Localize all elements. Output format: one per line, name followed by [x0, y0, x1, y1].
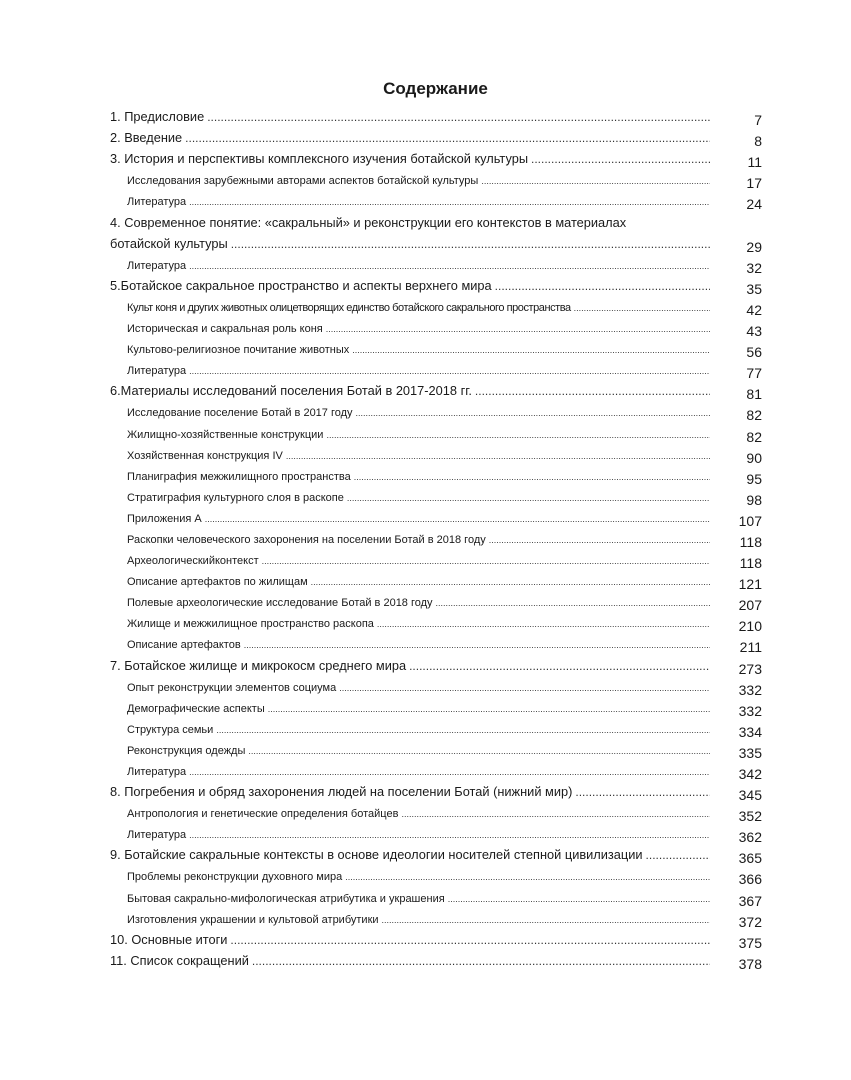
toc-entry-label: Изготовления украшении и культовой атрибутики: [127, 913, 379, 926]
toc-page-number: 81: [746, 386, 762, 403]
toc-entry-continuation[interactable]: [110, 233, 762, 254]
toc-entry-label: 10. Основные итоги: [110, 931, 228, 947]
toc-entry-text: [110, 151, 710, 166]
toc-page-number: 345: [738, 787, 762, 804]
dot-leader: [262, 556, 710, 566]
toc-page-number: 375: [738, 934, 762, 951]
toc-page-number: 98: [746, 491, 762, 508]
toc-entry-text: [110, 215, 710, 230]
dot-leader: [326, 430, 710, 440]
toc-entry-text: [110, 784, 710, 799]
toc-entry-text: [127, 365, 710, 377]
toc-entry-text: [110, 932, 710, 947]
toc-subsection[interactable]: [110, 169, 762, 190]
toc-page-number: 107: [738, 512, 762, 529]
toc-entry-text: [127, 745, 710, 757]
toc-entry-text: [127, 893, 710, 905]
toc-entry-text: [127, 618, 710, 630]
toc-entry-text: [127, 450, 710, 462]
toc-entry-text: [127, 323, 710, 335]
toc-chapter[interactable]: [110, 127, 762, 148]
toc-page-number: 8: [754, 133, 762, 150]
toc-subsection[interactable]: [110, 823, 762, 844]
toc-page-number: 43: [746, 323, 762, 340]
toc-entry-text: [127, 639, 710, 651]
toc-chapter[interactable]: [110, 148, 762, 169]
toc-page-number: 32: [746, 259, 762, 276]
toc-page-number: 367: [738, 892, 762, 909]
toc-entry-text: [127, 871, 710, 883]
dot-leader: [189, 767, 710, 777]
toc-entry-label: Культово-религиозное почитание животных: [127, 344, 350, 357]
dot-leader: [216, 725, 710, 735]
toc-page-number: 118: [739, 555, 762, 572]
toc-page-number: 372: [738, 913, 762, 930]
dot-leader: [326, 324, 710, 334]
toc-chapter[interactable]: [110, 380, 762, 401]
dot-leader: [244, 640, 710, 650]
toc-entry-text: [127, 513, 710, 525]
dot-leader: [189, 830, 710, 840]
toc-page-number: 121: [738, 576, 762, 593]
dot-leader: [248, 746, 710, 756]
dot-leader: [352, 345, 710, 355]
toc-entry-label: Жилище и межжилищное пространство раскопа: [127, 618, 374, 631]
toc-page-number: 82: [746, 428, 762, 445]
toc-subsection[interactable]: [110, 317, 762, 338]
toc-entry-label: Исследование поселение Ботай в 2017 году: [127, 407, 353, 420]
toc-subsection[interactable]: [110, 549, 762, 570]
dot-leader: [354, 472, 710, 482]
toc-entry-label: 8. Погребения и обряд захоронения людей на поселении Ботай (нижний мир): [110, 784, 573, 800]
toc-subsection[interactable]: [110, 359, 762, 380]
dot-leader: [475, 384, 710, 398]
table-of-contents: [110, 106, 762, 971]
dot-leader: [185, 131, 710, 145]
toc-entry[interactable]: [110, 211, 762, 232]
toc-entry-text: [110, 953, 710, 968]
toc-entry-text: [127, 703, 710, 715]
dot-leader: [268, 704, 710, 714]
toc-subsection[interactable]: [110, 739, 762, 760]
toc-entry-label: Литература: [127, 196, 187, 209]
dot-leader: [409, 659, 710, 673]
dot-leader: [231, 237, 710, 251]
toc-page-number: 352: [738, 808, 762, 825]
toc-page-number: 362: [738, 829, 762, 846]
toc-entry-label: Археологическийконтекст: [127, 555, 259, 568]
toc-page-number: 335: [738, 744, 762, 761]
toc-subsection[interactable]: [110, 697, 762, 718]
toc-subsection[interactable]: [110, 486, 762, 507]
toc-page-number: 11: [747, 154, 762, 171]
toc-subsection[interactable]: [110, 570, 762, 591]
dot-leader: [189, 366, 710, 376]
toc-page-number: 210: [738, 618, 762, 635]
toc-entry-label: Раскопки человеческого захоронения на поселении Ботай в 2018 году: [127, 533, 486, 546]
toc-entry-label: Литература: [127, 365, 187, 378]
toc-subsection[interactable]: [110, 465, 762, 486]
toc-entry-text: [110, 278, 710, 293]
dot-leader: [377, 619, 710, 629]
toc-entry-text: [127, 175, 710, 187]
dot-leader: [339, 683, 710, 693]
toc-page-number: 24: [746, 196, 762, 213]
toc-entry-label: 5.Ботайское сакральное пространство и аспекты верхнего мира: [110, 277, 492, 293]
toc-entry-label: 3. История и перспективы комплексного изучения ботайской культуры: [110, 151, 529, 167]
toc-entry-label: Опыт реконструкции элементов социума: [127, 681, 337, 694]
dot-leader: [205, 514, 710, 524]
toc-subsection[interactable]: [110, 802, 762, 823]
toc-entry-label: 9. Ботайские сакральные контексты в основе идеологии носителей степной цивилизации: [110, 847, 643, 863]
toc-subsection[interactable]: [110, 760, 762, 781]
toc-chapter[interactable]: [110, 106, 762, 127]
toc-page-number: 77: [746, 365, 762, 382]
toc-chapter[interactable]: [110, 275, 762, 296]
toc-chapter[interactable]: [110, 654, 762, 675]
toc-entry-label: Бытовая сакрально-мифологическая атрибутика и украшения: [127, 892, 445, 905]
dot-leader: [347, 493, 710, 503]
toc-page-number: 378: [738, 955, 762, 972]
toc-subsection[interactable]: [110, 338, 762, 359]
toc-entry-label: Полевые археологические исследование Ботай в 2018 году: [127, 597, 433, 610]
toc-subsection[interactable]: [110, 296, 762, 317]
toc-entry-label: Реконструкция одежды: [127, 744, 246, 757]
dot-leader: [252, 954, 710, 968]
dot-leader: [436, 598, 710, 608]
toc-entry-text: [110, 109, 710, 124]
dot-leader: [448, 894, 710, 904]
toc-entry-label: Описание артефактов по жилищам: [127, 576, 308, 589]
toc-entry-label: Приложения А: [127, 512, 202, 525]
toc-entry-label: Исследования зарубежными авторами аспектов ботайской культуры: [127, 175, 479, 188]
toc-subsection[interactable]: [110, 633, 762, 654]
toc-entry-label: 4. Современное понятие: «сакральный» и реконструкции его контекстов в материалах: [110, 214, 627, 230]
toc-entry-text: [127, 492, 710, 504]
toc-entry-label: Описание артефактов: [127, 639, 241, 652]
toc-entry-text: [127, 534, 710, 546]
toc-entry-label: ботайской культуры: [110, 235, 228, 251]
dot-leader: [207, 110, 710, 124]
toc-page-number: 334: [738, 723, 762, 740]
toc-page-number: 365: [738, 850, 762, 867]
toc-entry-text: [127, 302, 710, 314]
toc-page-number: 118: [739, 533, 762, 550]
toc-subsection[interactable]: [110, 401, 762, 422]
toc-page-number: 42: [746, 301, 762, 318]
dot-leader: [382, 915, 710, 925]
toc-subsection[interactable]: [110, 190, 762, 211]
toc-entry-label: Демографические аспекты: [127, 702, 265, 715]
toc-page-number: 82: [746, 407, 762, 424]
toc-entry-text: [127, 576, 710, 588]
dot-leader: [495, 279, 710, 293]
dot-leader: [356, 408, 710, 418]
dot-leader: [531, 152, 710, 166]
toc-entry-label: Культ коня и других животных олицетворящих единство ботайского сакрального пространства: [127, 301, 571, 314]
toc-page-number: 7: [754, 112, 762, 129]
dot-leader: [286, 451, 710, 461]
toc-page-number: 56: [746, 344, 762, 361]
toc-subsection[interactable]: [110, 591, 762, 612]
toc-entry-text: [110, 658, 710, 673]
toc-entry-label: 2. Введение: [110, 130, 183, 146]
toc-page-number: 90: [746, 449, 762, 466]
toc-entry-text: [127, 808, 710, 820]
toc-page-number: 332: [738, 702, 762, 719]
toc-entry-text: [127, 407, 710, 419]
dot-leader: [481, 176, 710, 186]
toc-entry-text: [127, 429, 710, 441]
dot-leader: [230, 933, 710, 947]
toc-subsection[interactable]: [110, 718, 762, 739]
toc-entry-label: Антропология и генетические определения ботайцев: [127, 808, 399, 821]
page-title: Содержание: [383, 79, 488, 98]
toc-chapter[interactable]: [110, 781, 762, 802]
toc-chapter[interactable]: [110, 844, 762, 865]
toc-entry-text: [110, 130, 710, 145]
dot-leader: [189, 261, 710, 271]
toc-entry-text: [127, 555, 710, 567]
toc-entry-label: Структура семьи: [127, 723, 214, 736]
toc-entry-text: [127, 260, 710, 272]
toc-entry-label: Хозяйственная конструкция IV: [127, 449, 283, 462]
toc-page-number: 342: [738, 766, 762, 782]
toc-chapter[interactable]: [110, 929, 762, 950]
toc-entry-text: [110, 236, 710, 251]
toc-subsection[interactable]: [110, 865, 762, 886]
toc-subsection[interactable]: [110, 507, 762, 528]
toc-entry-label: Литература: [127, 829, 187, 842]
toc-entry-text: [127, 682, 710, 694]
toc-page-number: 332: [738, 681, 762, 698]
dot-leader: [575, 785, 710, 799]
toc-page-number: 95: [746, 470, 762, 487]
toc-entry-label: Стратиграфия культурного слоя в раскопе: [127, 491, 344, 504]
toc-subsection[interactable]: [110, 254, 762, 275]
toc-entry-label: Жилищно-хозяйственные конструкции: [127, 428, 324, 441]
toc-subsection[interactable]: [110, 444, 762, 465]
toc-subsection[interactable]: [110, 528, 762, 549]
toc-page-number: 35: [746, 280, 762, 297]
dot-leader: [646, 848, 710, 862]
dot-leader: [489, 535, 710, 545]
toc-entry-text: [127, 829, 710, 841]
toc-entry-text: [127, 471, 710, 483]
toc-subsection[interactable]: [110, 908, 762, 929]
toc-page-number: 366: [738, 871, 762, 888]
toc-entry-label: Планиграфия межжилищного пространства: [127, 470, 351, 483]
toc-entry-label: Историческая и сакральная роль коня: [127, 323, 323, 336]
toc-entry-label: Литература: [127, 259, 187, 272]
toc-entry-label: Литература: [127, 766, 187, 778]
toc-subsection[interactable]: [110, 676, 762, 697]
toc-entry-label: Проблемы реконструкции духовного мира: [127, 871, 343, 884]
toc-subsection[interactable]: [110, 422, 762, 443]
toc-entry-label: 6.Материалы исследований поселения Ботай в 2017-2018 гг.: [110, 383, 472, 399]
toc-entry-label: 1. Предисловие: [110, 109, 205, 125]
dot-leader: [574, 303, 710, 313]
toc-entry-text: [127, 597, 710, 609]
toc-page-number: 273: [738, 660, 762, 677]
toc-subsection[interactable]: [110, 612, 762, 633]
toc-subsection[interactable]: [110, 886, 762, 907]
dot-leader: [189, 197, 710, 207]
toc-entry-label: 7. Ботайское жилище и микрокосм среднего мира: [110, 657, 407, 673]
toc-entry-text: [110, 383, 710, 398]
dot-leader: [401, 809, 710, 819]
toc-entry-text: [127, 724, 710, 736]
toc-entry-text: [127, 344, 710, 356]
toc-page-number: 29: [746, 238, 762, 255]
toc-entry-text: [127, 196, 710, 208]
dot-leader: [311, 577, 710, 587]
toc-page-number: 207: [738, 597, 762, 614]
toc-entry-text: [110, 847, 710, 862]
toc-entry-text: [127, 766, 710, 778]
toc-page-number: 17: [746, 175, 762, 192]
toc-page-number: 211: [739, 639, 762, 656]
toc-chapter[interactable]: [110, 950, 762, 971]
toc-entry-text: [127, 914, 710, 926]
toc-entry-label: 11. Список сокращений: [110, 952, 249, 968]
dot-leader: [345, 872, 710, 882]
